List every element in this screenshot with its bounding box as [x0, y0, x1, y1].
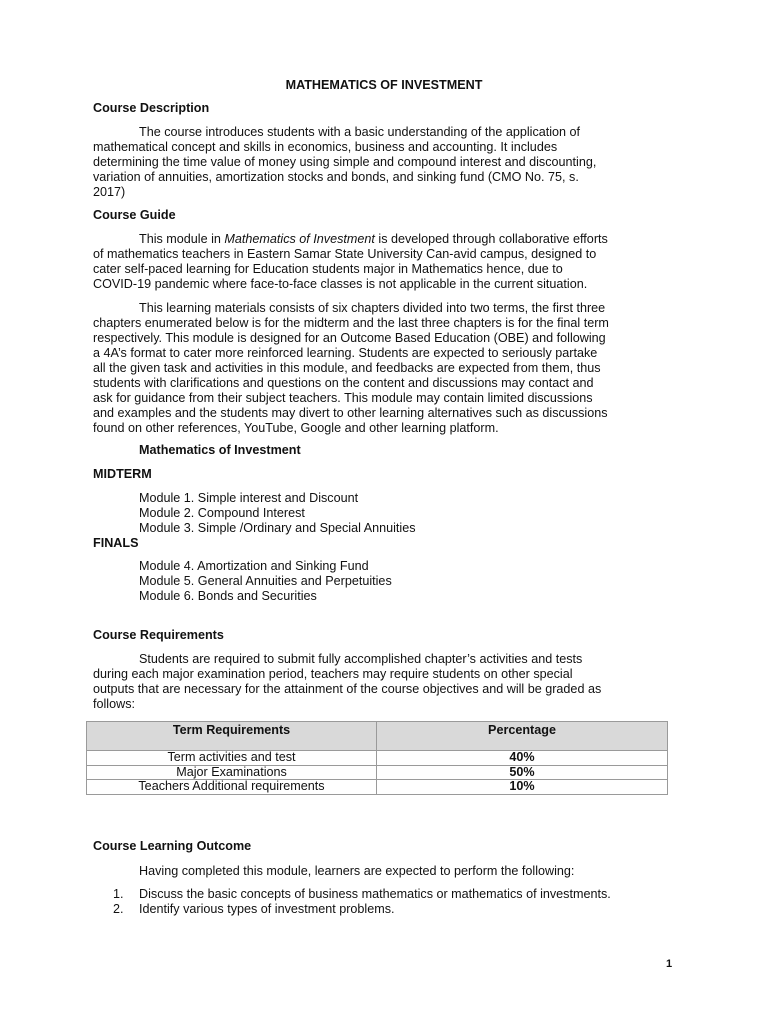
text-line: chapters enumerated below is for the midterm and the last three chapters is for the final term	[93, 316, 609, 330]
list-item-text: Identify various types of investment problems.	[139, 902, 395, 916]
italic-title: Mathematics of Investment	[224, 232, 375, 246]
requirements-table	[86, 721, 668, 795]
text-line: respectively. This module is designed for an Outcome Based Education (OBE) and following	[93, 331, 606, 345]
course-description-paragraph	[93, 125, 675, 200]
text-line: of mathematics teachers in Eastern Samar State University Can-avid campus, designed to	[93, 247, 597, 261]
text-line: mathematical concept and skills in economics, business and accounting. It includes	[93, 140, 558, 154]
table-header-row	[87, 722, 668, 751]
table-header-cell: Percentage	[377, 722, 668, 751]
text-line: COVID-19 pandemic where face-to-face classes is not applicable in the current situation.	[93, 277, 588, 291]
text-line: determining the time value of money using simple and compound interest and discounting,	[93, 155, 597, 169]
text-line: Students are required to submit fully accomplished chapter’s activities and tests	[139, 652, 583, 666]
text-span: is developed through collaborative efforts	[374, 232, 608, 246]
course-requirements-heading: Course Requirements	[93, 628, 224, 642]
module-item: Module 6. Bonds and Securities	[139, 589, 317, 603]
module-item: Module 1. Simple interest and Discount	[139, 491, 359, 505]
table-cell: 40%	[377, 751, 668, 766]
text-line: students with clarifications and questions on the content and discussions may contact and	[93, 376, 594, 390]
text-line: follows:	[93, 697, 135, 711]
text-line: ask for guidance from their subject teachers. This module may contain limited discussions	[93, 391, 593, 405]
text-line: cater self-paced learning for Education students major in Mathematics hence, due to	[93, 262, 563, 276]
list-item-text: Discuss the basic concepts of business mathematics or mathematics of investments.	[139, 887, 611, 901]
list-item	[113, 902, 611, 917]
document-title: MATHEMATICS OF INVESTMENT	[285, 78, 483, 92]
text-line: during each major examination period, teachers may require students on other special	[93, 667, 573, 681]
learning-outcome-list	[113, 887, 611, 917]
text-line: variation of annuities, amortization stocks and bonds, and sinking fund (CMO No. 75, s.	[93, 170, 579, 184]
course-guide-paragraph-2	[93, 301, 675, 436]
text-line: outputs that are necessary for the attainment of the course objectives and will be graded as	[93, 682, 602, 696]
table-row	[87, 751, 668, 766]
table-cell: 50%	[377, 765, 668, 780]
list-number: 1.	[113, 887, 124, 901]
modules-heading: Mathematics of Investment	[139, 443, 301, 457]
module-item: Module 3. Simple /Ordinary and Special Annuities	[139, 521, 416, 535]
text-line: and examples and the students may divert to other learning alternatives such as discussions	[93, 406, 608, 420]
text-line: found on other references, YouTube, Google and other learning platform.	[93, 421, 499, 435]
page-number: 1	[666, 958, 673, 970]
list-number: 2.	[113, 902, 124, 916]
text-line: The course introduces students with a basic understanding of the application of	[139, 125, 581, 139]
midterm-label: MIDTERM	[93, 467, 152, 481]
text-line: all the given task and activities in this module, and feedbacks are expected from them, thus	[93, 361, 601, 375]
learning-outcome-heading: Course Learning Outcome	[93, 839, 252, 853]
table-cell: 10%	[377, 780, 668, 795]
text-span: This module in	[139, 232, 225, 246]
list-item	[113, 887, 611, 902]
course-requirements-paragraph	[93, 652, 675, 712]
table-cell: Teachers Additional requirements	[87, 780, 377, 795]
text-line	[93, 232, 675, 247]
course-description-heading: Course Description	[93, 101, 210, 115]
table-row	[87, 780, 668, 795]
table-header-cell: Term Requirements	[87, 722, 377, 751]
table-cell: Term activities and test	[87, 751, 377, 766]
module-item: Module 2. Compound Interest	[139, 506, 305, 520]
finals-label: FINALS	[93, 536, 139, 550]
course-guide-paragraph-1	[93, 232, 675, 292]
text-line: This learning materials consists of six chapters divided into two terms, the first three	[139, 301, 606, 315]
module-item: Module 5. General Annuities and Perpetuities	[139, 574, 392, 588]
table-cell: Major Examinations	[87, 765, 377, 780]
module-item: Module 4. Amortization and Sinking Fund	[139, 559, 369, 573]
text-line: 2017)	[93, 185, 126, 199]
text-line: a 4A’s format to cater more reinforced learning. Students are expected to seriously partake	[93, 346, 598, 360]
learning-outcome-intro: Having completed this module, learners are expected to perform the following:	[139, 864, 575, 878]
course-guide-heading: Course Guide	[93, 208, 176, 222]
table-row	[87, 765, 668, 780]
